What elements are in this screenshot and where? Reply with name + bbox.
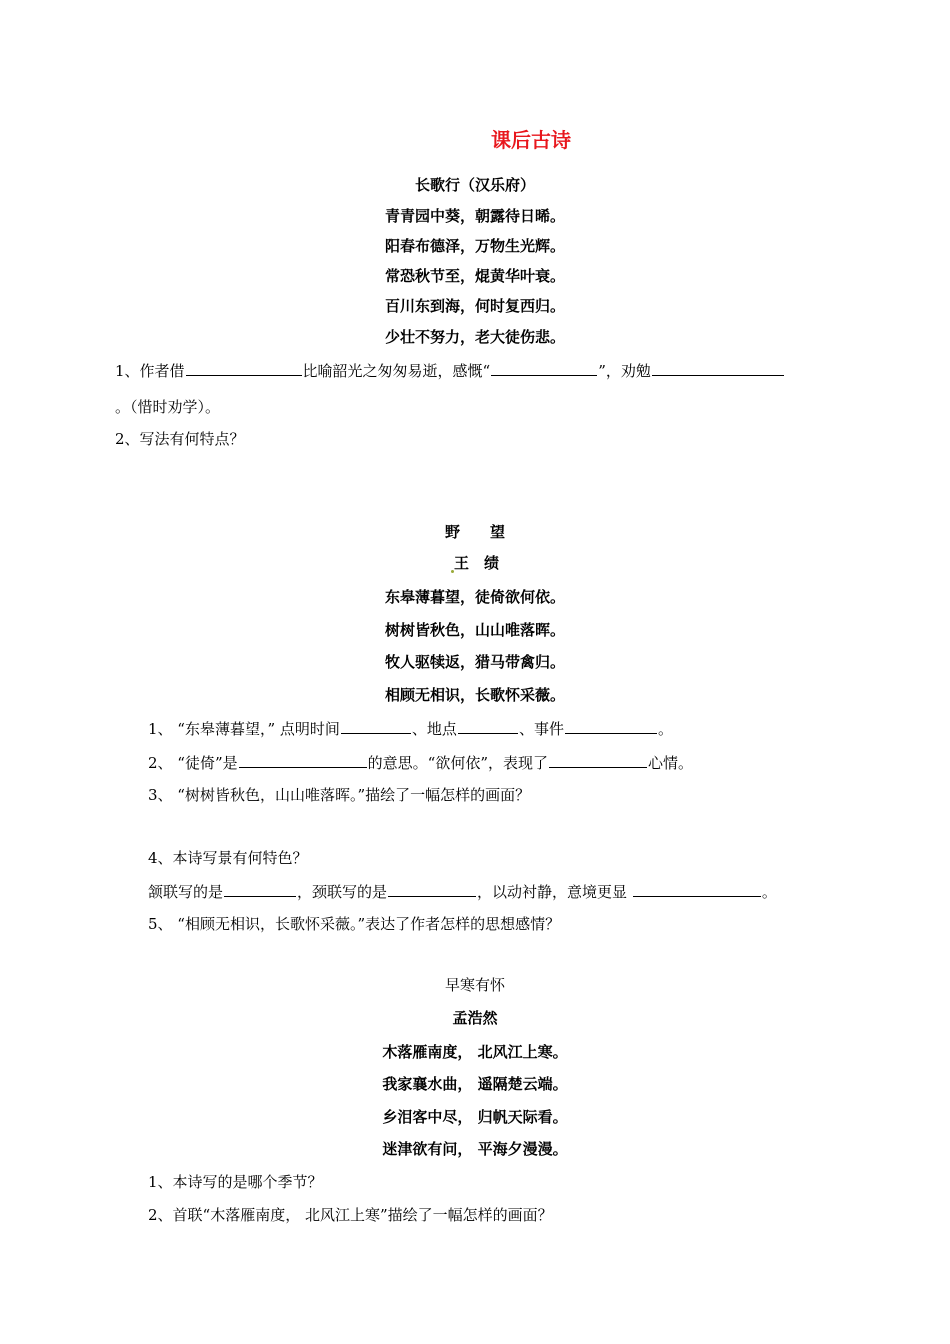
answer-blank[interactable]	[239, 752, 367, 768]
page-title: 课后古诗	[491, 128, 571, 152]
poem2-line: 相顾无相识，长歌怀采薇。	[384, 686, 565, 704]
poem1-question-1: 1、作者借 比喻韶光之匆匆易逝，感慨“ ”，劝勉	[115, 360, 785, 381]
answer-blank[interactable]	[491, 360, 597, 376]
answer-blank[interactable]	[652, 360, 784, 376]
poem3-line: 我家襄水曲， 遥隔楚云端。	[382, 1075, 568, 1093]
poem2-line: 东皋薄暮望，徒倚欲何依。	[384, 588, 565, 606]
poem2-question-4-fill: 颔联写的是 ，颈联写的是 ，以动衬静，意境更显 。	[148, 883, 777, 901]
answer-blank[interactable]	[458, 718, 518, 734]
poem2-line: 树树皆秋色，山山唯落晖。	[384, 621, 565, 639]
poem1-line: 少壮不努力，老大徒伤悲。	[384, 328, 565, 346]
poem3-line: 木落雁南度， 北风江上寒。	[382, 1043, 568, 1061]
poem2-question-3: 3、 “树树皆秋色，山山唯落晖。”描绘了一幅怎样的画面？	[148, 786, 531, 804]
poem2-question-4: 4、本诗写景有何特色？	[148, 849, 308, 867]
answer-blank[interactable]	[565, 718, 657, 734]
answer-blank[interactable]	[186, 360, 302, 376]
poem1-question-1-end: 。（惜时劝学）。	[115, 398, 221, 416]
poem1-question-2: 2、写法有何特点？	[115, 430, 245, 448]
poem3-author: 孟浩然	[452, 1009, 498, 1027]
poem3-title: 早寒有怀	[444, 976, 505, 994]
poem3-line: 迷津欲有问， 平海夕漫漫。	[382, 1140, 568, 1158]
poem3-line: 乡泪客中尽， 归帆天际看。	[382, 1108, 568, 1126]
poem3-question-2: 2、首联“木落雁南度， 北风江上寒”描绘了一幅怎样的画面？	[148, 1206, 553, 1224]
answer-blank[interactable]	[341, 718, 411, 734]
answer-blank[interactable]	[633, 881, 761, 897]
poem1-line: 青青园中葵，朝露待日晞。	[384, 207, 565, 225]
answer-blank[interactable]	[388, 881, 476, 897]
answer-blank[interactable]	[549, 752, 647, 768]
poem1-line: 百川东到海，何时复西归。	[384, 297, 565, 315]
poem2-question-2: 2、 “徒倚”是 的意思。“欲何依”，表现了 心情。	[148, 754, 694, 772]
poem1-line: 常恐秋节至，焜黄华叶衰。	[384, 267, 565, 285]
poem1-title: 长歌行（汉乐府）	[414, 176, 535, 194]
poem2-question-5: 5、 “相顾无相识，长歌怀采薇。”表达了作者怎样的思想感情？	[148, 915, 561, 933]
poem1-line: 阳春布德泽，万物生光辉。	[384, 237, 565, 255]
poem2-question-1: 1、 “东皋薄暮望，” 点明时间 、地点 、事件 。	[148, 720, 673, 738]
answer-blank[interactable]	[224, 881, 296, 897]
poem2-title: 野 望	[444, 523, 505, 541]
poem2-author: 王 绩	[0, 553, 950, 573]
poem3-question-1: 1、本诗写的是哪个季节？	[148, 1173, 323, 1191]
poem2-line: 牧人驱犊返，猎马带禽归。	[384, 653, 565, 671]
